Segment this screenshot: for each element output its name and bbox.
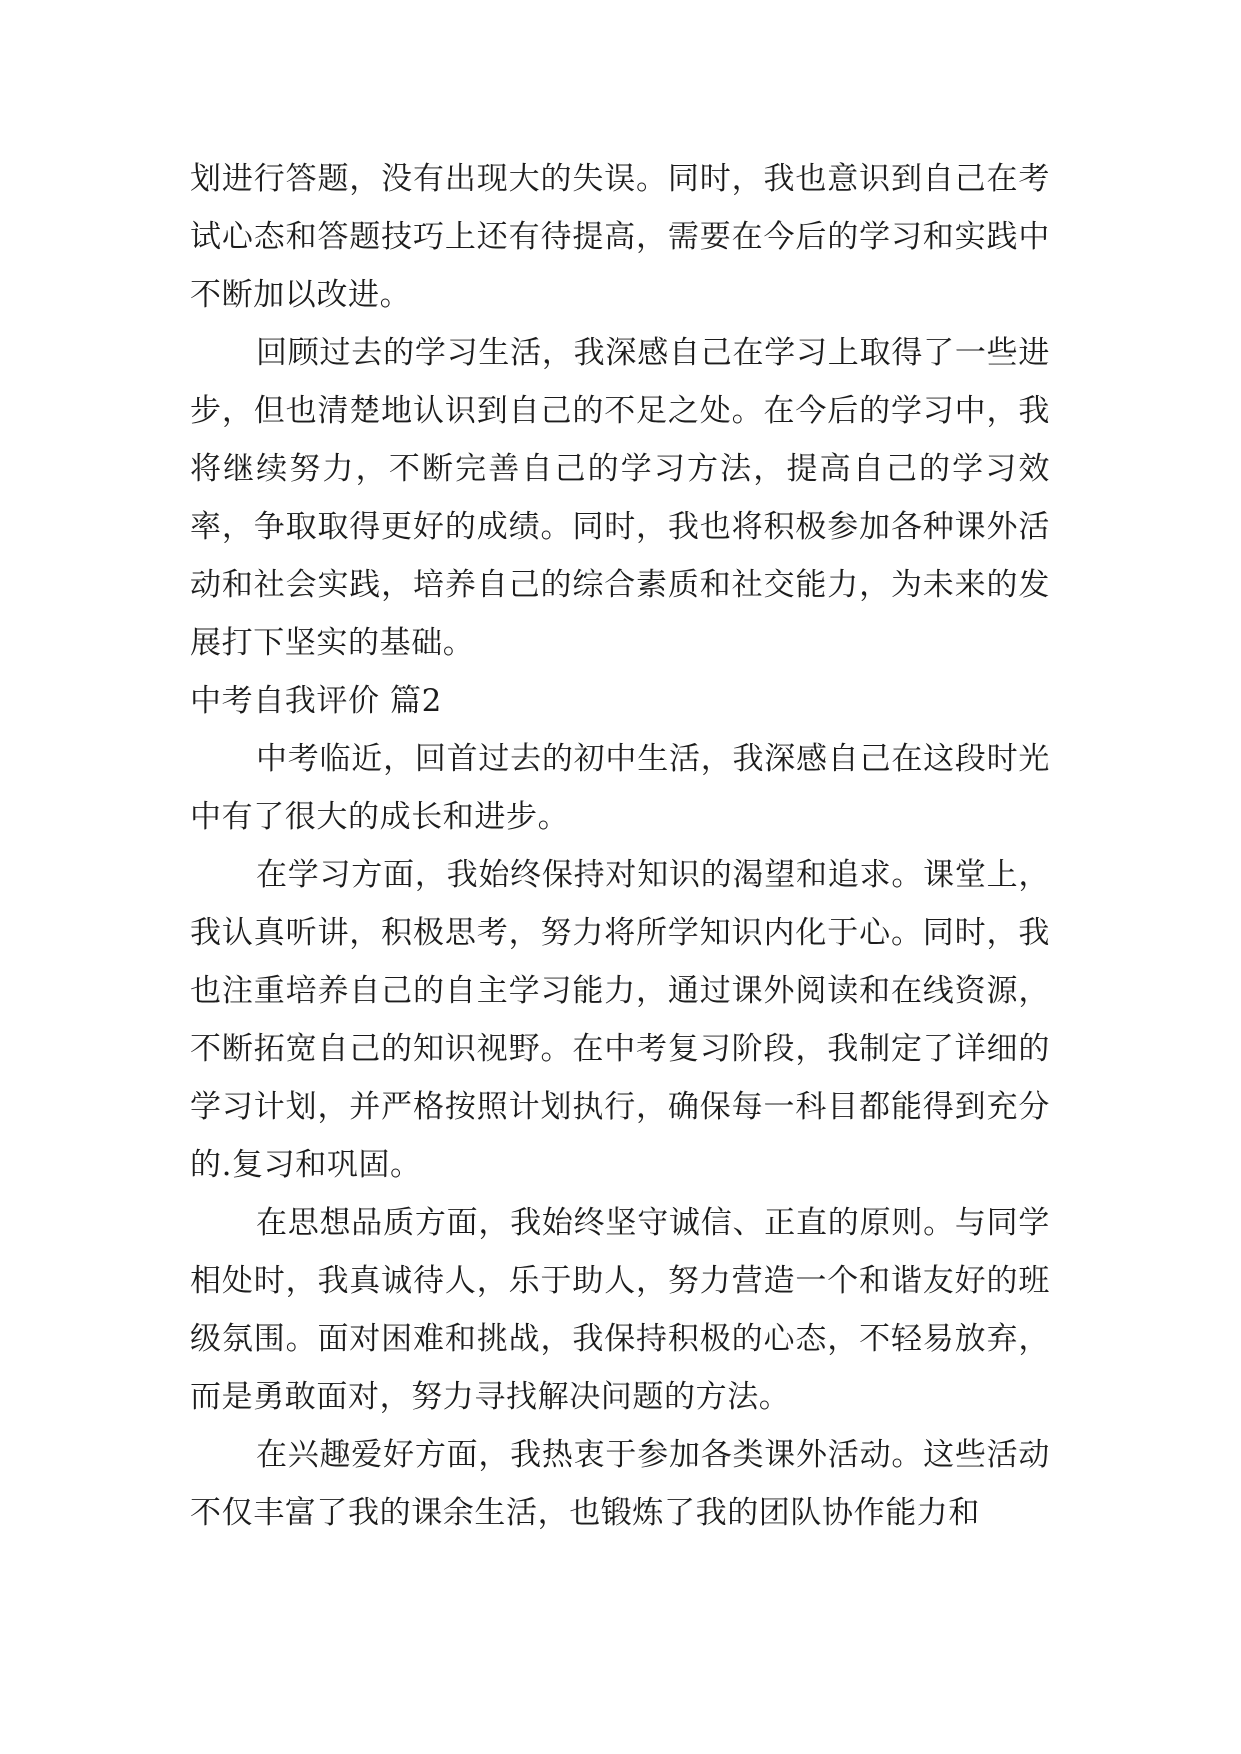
- section-heading: 中考自我评价 篇2: [190, 683, 442, 719]
- paragraph-review: 回顾过去的学习生活，我深感自己在学习上取得了一些进步，但也清楚地认识到自己的不足之处。在今后的学习中，我将继续努力，不断完善自己的学习方法，提高自己的学习效率，争取取得更好的成绩。同时，我也将积极参加各种课外活动和社会实践，培养自己的综合素质和社交能力，为未来的发展打下坚实的基础。: [190, 335, 1050, 661]
- paragraph-intro: 中考临近，回首过去的初中生活，我深感自己在这段时光中有了很大的成长和进步。: [190, 741, 1050, 835]
- paragraph-character: 在思想品质方面，我始终坚守诚信、正直的原则。与同学相处时，我真诚待人，乐于助人，努力营造一个和谐友好的班级氛围。面对困难和挑战，我保持积极的心态，不轻易放弃，而是勇敢面对，努力寻找解决问题的方法。: [190, 1205, 1050, 1415]
- paragraph-continuation: 划进行答题，没有出现大的失误。同时，我也意识到自己在考试心态和答题技巧上还有待提高，需要在今后的学习和实践中不断加以改进。: [190, 161, 1050, 313]
- document-body: [190, 150, 1050, 1542]
- paragraph-hobbies: 在兴趣爱好方面，我热衷于参加各类课外活动。这些活动不仅丰富了我的课余生活，也锻炼了我的团队协作能力和: [190, 1437, 1050, 1531]
- paragraph-study: 在学习方面，我始终保持对知识的渴望和追求。课堂上，我认真听讲，积极思考，努力将所学知识内化于心。同时，我也注重培养自己的自主学习能力，通过课外阅读和在线资源，不断拓宽自己的知识视野。在中考复习阶段，我制定了详细的学习计划，并严格按照计划执行，确保每一科目都能得到充分的.复习和巩固。: [190, 857, 1050, 1183]
